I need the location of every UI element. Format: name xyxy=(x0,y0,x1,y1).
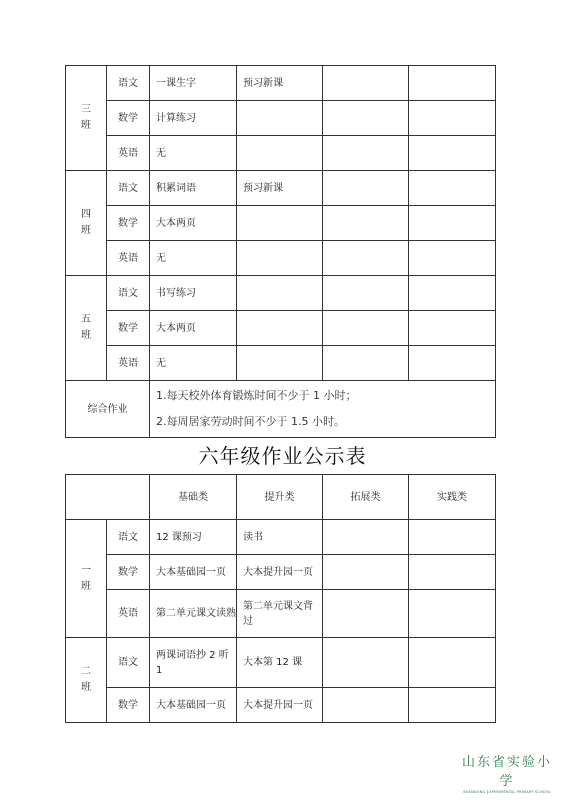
subject-cell: 语文 xyxy=(107,66,150,101)
class-label-cell xyxy=(66,276,107,381)
subject-cell: 英语 xyxy=(107,241,150,276)
extend-cell xyxy=(323,136,409,171)
improve-cell xyxy=(237,276,323,311)
subject-cell: 数学 xyxy=(107,555,150,590)
basic-cell: 无 xyxy=(150,241,237,276)
subject-cell: 数学 xyxy=(107,311,150,346)
improve-cell: 第二单元课文背过 xyxy=(237,590,323,638)
improve-cell xyxy=(237,101,323,136)
school-logo-en: SHANDONG EXPERIMENTAL PRIMARY SCHOOL xyxy=(463,790,551,794)
basic-cell: 大本两页 xyxy=(150,206,237,241)
subject-cell: 数学 xyxy=(107,206,150,241)
basic-cell: 大本基础园一页 xyxy=(150,555,237,590)
header-corner-cell xyxy=(66,475,150,520)
practice-cell xyxy=(409,171,496,206)
improve-cell: 预习新课 xyxy=(237,66,323,101)
basic-cell: 计算练习 xyxy=(150,101,237,136)
grade6-table-title: 六年级作业公示表 xyxy=(198,444,367,468)
extend-cell xyxy=(323,206,409,241)
header-extend: 拓展类 xyxy=(323,475,409,520)
extend-cell xyxy=(323,638,409,688)
homework-table-grade6 xyxy=(65,474,496,723)
practice-cell xyxy=(409,136,496,171)
class-label-char: 三 xyxy=(81,104,91,115)
practice-cell xyxy=(409,241,496,276)
practice-cell xyxy=(409,276,496,311)
practice-cell xyxy=(409,311,496,346)
school-logo xyxy=(461,751,553,794)
subject-cell: 英语 xyxy=(107,346,150,381)
class-label-char: 班 xyxy=(81,330,91,341)
practice-cell xyxy=(409,590,496,638)
basic-cell: 积累词语 xyxy=(150,171,237,206)
subject-cell: 英语 xyxy=(107,136,150,171)
extend-cell xyxy=(323,590,409,638)
class-label-char: 四 xyxy=(81,209,91,220)
extend-cell xyxy=(323,171,409,206)
basic-cell: 12 课预习 xyxy=(150,520,237,555)
practice-cell xyxy=(409,101,496,136)
improve-cell: 大本提升园一页 xyxy=(237,555,323,590)
basic-cell: 大本两页 xyxy=(150,311,237,346)
extend-cell xyxy=(323,311,409,346)
extend-cell xyxy=(323,276,409,311)
class-label-cell xyxy=(66,520,107,638)
class-label-char: 班 xyxy=(81,225,91,236)
extend-cell xyxy=(323,520,409,555)
combined-homework-label: 综合作业 xyxy=(66,381,150,438)
improve-cell: 大本提升园一页 xyxy=(237,688,323,723)
class-label-char: 一 xyxy=(81,564,91,576)
improve-cell xyxy=(237,346,323,381)
class-label-char: 班 xyxy=(81,580,91,592)
class-label-cell xyxy=(66,66,107,171)
improve-cell xyxy=(237,136,323,171)
basic-cell: 无 xyxy=(150,346,237,381)
extend-cell xyxy=(323,346,409,381)
practice-cell xyxy=(409,66,496,101)
practice-cell xyxy=(409,520,496,555)
basic-cell: 一课生字 xyxy=(150,66,237,101)
improve-cell: 读书 xyxy=(237,520,323,555)
class-label-cell xyxy=(66,638,107,723)
extend-cell xyxy=(323,688,409,723)
practice-cell xyxy=(409,346,496,381)
practice-cell xyxy=(409,638,496,688)
class-label-char: 二 xyxy=(81,666,91,677)
class-label-char: 班 xyxy=(81,682,91,693)
homework-table-top xyxy=(65,65,496,438)
basic-cell: 无 xyxy=(150,136,237,171)
improve-cell xyxy=(237,241,323,276)
extend-cell xyxy=(323,241,409,276)
subject-cell: 语文 xyxy=(107,520,150,555)
class-label-char: 五 xyxy=(81,314,91,325)
improve-cell xyxy=(237,311,323,346)
practice-cell xyxy=(409,555,496,590)
combined-homework-content xyxy=(150,381,496,438)
improve-cell: 大本第 12 课 xyxy=(237,638,323,688)
basic-cell: 大本基础园一页 xyxy=(150,688,237,723)
subject-cell: 语文 xyxy=(107,171,150,206)
subject-cell: 数学 xyxy=(107,101,150,136)
header-basic: 基础类 xyxy=(150,475,237,520)
combined-homework-line: 2.每周居家劳动时间不少于 1.5 小时。 xyxy=(156,415,345,428)
class-label-cell xyxy=(66,171,107,276)
practice-cell xyxy=(409,206,496,241)
practice-cell xyxy=(409,688,496,723)
class-label-char: 班 xyxy=(81,120,91,131)
basic-cell: 书写练习 xyxy=(150,276,237,311)
extend-cell xyxy=(323,66,409,101)
extend-cell xyxy=(323,101,409,136)
school-logo-cn: 山东省实验小学 xyxy=(461,755,552,789)
subject-cell: 数学 xyxy=(107,688,150,723)
extend-cell xyxy=(323,555,409,590)
combined-homework-line: 1.每天校外体育锻炼时间不少于 1 小时； xyxy=(156,389,357,402)
header-practice: 实践类 xyxy=(409,475,496,520)
subject-cell: 语文 xyxy=(107,276,150,311)
subject-cell: 语文 xyxy=(107,638,150,688)
basic-cell: 两课词语抄 2 听 1 xyxy=(150,638,237,688)
subject-cell: 英语 xyxy=(107,590,150,638)
improve-cell xyxy=(237,206,323,241)
header-improve: 提升类 xyxy=(237,475,323,520)
improve-cell: 预习新课 xyxy=(237,171,323,206)
basic-cell: 第二单元课文读熟 xyxy=(150,590,237,638)
